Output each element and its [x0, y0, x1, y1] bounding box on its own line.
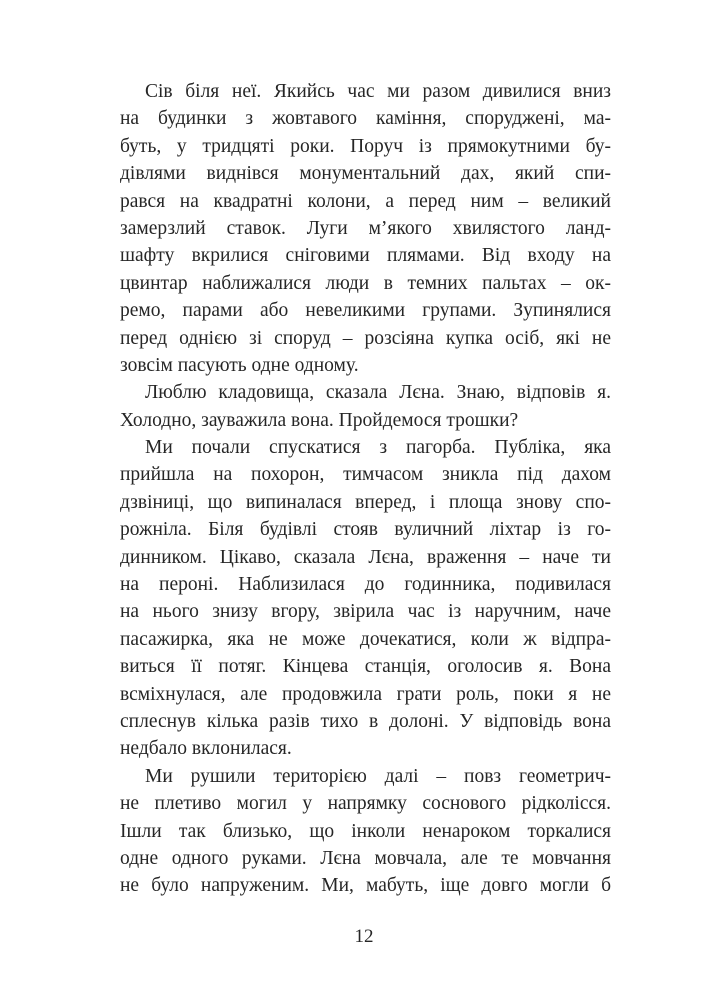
text-line: буть, у тридцяті роки. Поруч із прямокутними бу- [120, 135, 611, 157]
text-line: Холодно, зауважила вона. Пройдемося трошки? [120, 409, 519, 431]
text-line: на пероні. Наблизилася до годинника, подивилася [120, 574, 611, 596]
text-line: дзвіниці, що випиналася вперед, і площа знову спо- [120, 491, 611, 513]
text-line: Ішли так близько, що інколи ненароком торкалися [120, 820, 611, 842]
text-line: динником. Цікаво, сказала Лєна, враження – наче ти [120, 546, 611, 568]
text-line: цвинтар наближалися люди в темних пальтах – ок- [120, 272, 611, 294]
page-number: 12 [354, 926, 374, 947]
text-line: не плетиво могил у напрямку соснового рідколісся. [120, 793, 611, 815]
text-line: дівлями виднівся монументальний дах, який спи- [120, 163, 611, 185]
text-line: Люблю кладовища, сказала Лєна. Знаю, відповів я. [145, 382, 611, 404]
text-line: виться її потяг. Кінцева станція, оголосив я. Вона [120, 656, 611, 678]
text-line: зовсім пасують одне одному. [120, 354, 359, 376]
text-line: одне одного руками. Лєна мовчала, але те мовчання [120, 847, 611, 869]
text-line: не було напруженим. Ми, мабуть, іще довго могли б [120, 875, 611, 897]
text-line: всміхнулася, але продовжила грати роль, поки я не [120, 683, 611, 705]
text-line: Сів біля неї. Якийсь час ми разом дивилися вниз [145, 81, 611, 102]
text-line: замерзлий ставок. Луги м’якого хвилястого ланд- [120, 217, 611, 239]
text-line: сплеснув кілька разів тихо в долоні. У відповідь вона [120, 710, 611, 732]
text-line: на нього знизу вгору, звірила час із наручним, наче [120, 601, 611, 623]
text-line: на будинки з жовтавого каміння, споруджені, ма- [120, 108, 611, 130]
text-line: перед однією зі споруд – розсіяна купка осіб, які не [120, 327, 611, 349]
text-line: рався на квадратні колони, а перед ним – великий [120, 190, 611, 212]
text-line: пасажирка, яка не може дочекатися, коли ж відпра- [120, 628, 611, 650]
body-text [120, 78, 611, 900]
text-line: ремо, парами або невеликими групами. Зупинялися [120, 300, 611, 322]
text-line: недбало вклонилася. [120, 738, 292, 760]
text-line: шафту вкрилися сніговими плямами. Від входу на [120, 245, 611, 267]
text-line: Ми почали спускатися з пагорба. Публіка, яка [145, 437, 611, 459]
text-line: Ми рушили територією далі – повз геометрич- [145, 765, 611, 787]
text-line: рожніла. Біля будівлі стояв вуличний ліхтар із го- [120, 519, 611, 541]
text-line: прийшла на похорон, тимчасом зникла під дахом [120, 464, 611, 486]
